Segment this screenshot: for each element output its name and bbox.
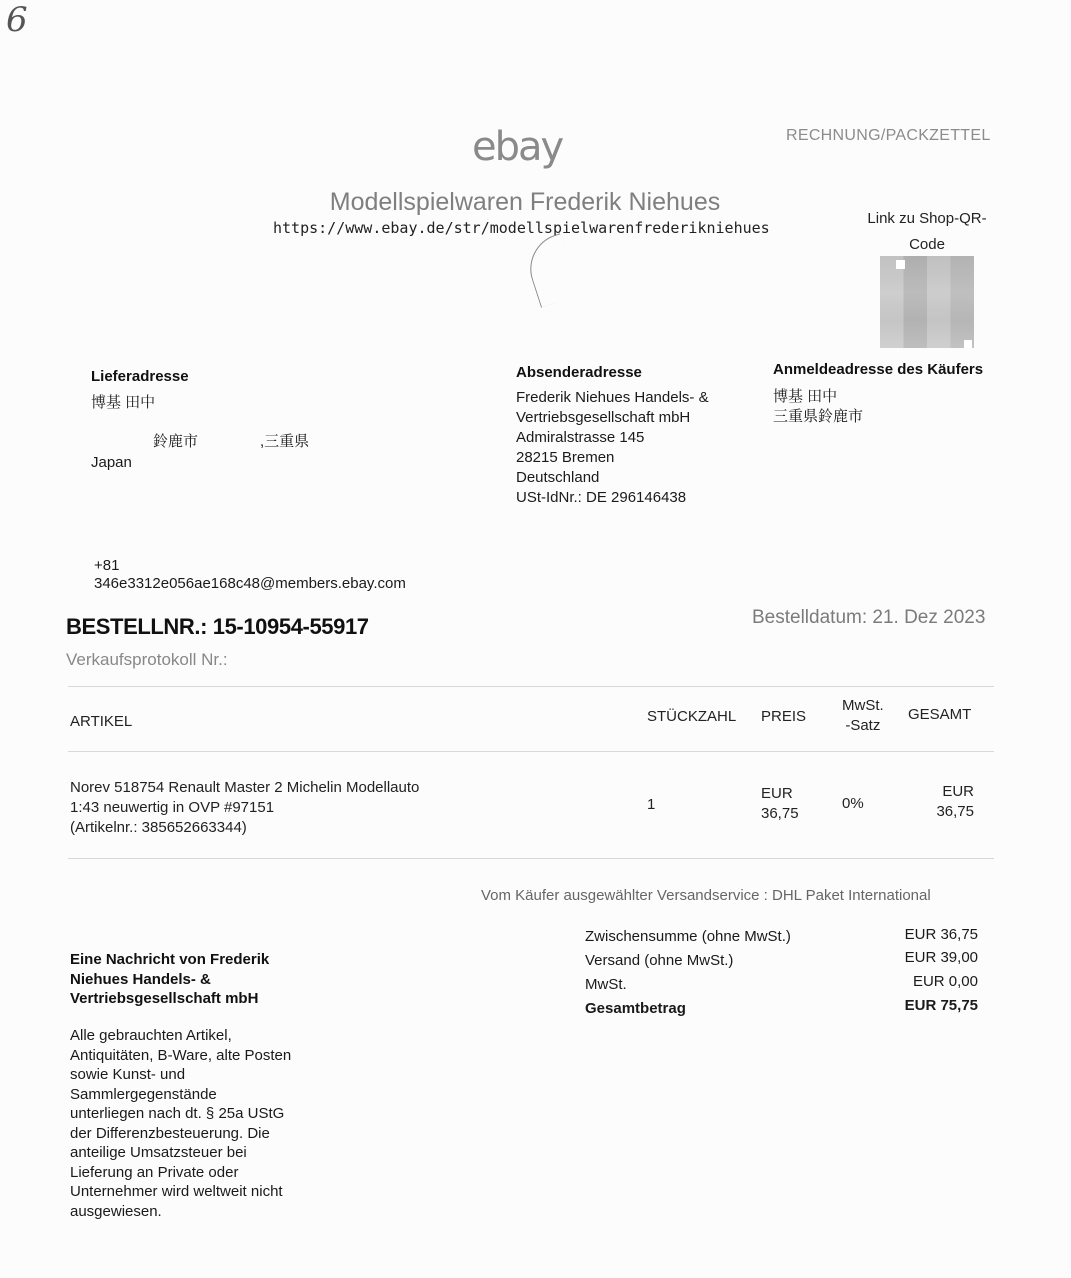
document-type-label: RECHNUNG/PACKZETTEL — [786, 127, 991, 144]
article-title-line: Norev 518754 Renault Master 2 Michelin Modellauto — [70, 779, 420, 796]
table-row-article — [70, 778, 419, 838]
message-title-line: Vertriebsgesellschaft mbH — [70, 990, 259, 1007]
message-line: der Differenzbesteuerung. Die — [70, 1124, 270, 1142]
message-line: Sammlergegenstände — [70, 1085, 217, 1103]
total-currency: EUR — [942, 783, 974, 800]
shop-name: Modellspielwaren Frederik Niehues — [329, 188, 721, 216]
table-row-price — [761, 784, 799, 824]
handwritten-page-number: 6 — [6, 0, 28, 40]
pen-stroke — [521, 233, 580, 307]
qr-code-image[interactable] — [880, 256, 974, 348]
price-currency: EUR — [761, 785, 793, 802]
message-title-line: Eine Nachricht von Frederik — [70, 951, 270, 968]
message-line: Unternehmer wird weltweit nicht — [70, 1183, 283, 1200]
message-line: unterliegen nach dt. § 25a UStG — [70, 1105, 285, 1122]
message-line: ausgewiesen. — [70, 1202, 162, 1220]
subtotal-label: Zwischensumme (ohne MwSt.) — [585, 928, 791, 945]
delivery-address-label: Lieferadresse — [91, 368, 189, 385]
delivery-prefecture: ,三重県 — [260, 433, 310, 450]
sender-address-label: Absenderadresse — [516, 364, 642, 381]
ebay-logo: ebay — [472, 124, 563, 170]
grand-total-label: Gesamtbetrag — [585, 1000, 686, 1017]
buyer-address-block — [773, 387, 863, 427]
divider — [68, 858, 994, 859]
shop-url-link[interactable]: https://www.ebay.de/str/modellspielwarenfrederikniehues — [273, 219, 770, 237]
seller-message-body — [70, 1026, 330, 1221]
column-header-quantity: STÜCKZAHL — [647, 708, 737, 725]
shipping-cost-label: Versand (ohne MwSt.) — [585, 952, 734, 969]
delivery-phone: +81 — [94, 557, 120, 574]
price-value: 36,75 — [761, 805, 799, 822]
table-row-total — [928, 782, 974, 822]
column-header-total: GESAMT — [908, 706, 972, 723]
sender-address-line: Vertriebsgesellschaft mbH — [516, 409, 691, 426]
buyer-address-line: 三重県鈴鹿市 — [773, 408, 864, 425]
delivery-email: 346e3312e056ae168c48@members.ebay.com — [94, 575, 406, 592]
shipping-cost-value: EUR 39,00 — [904, 949, 978, 966]
message-line: Lieferung an Private oder — [70, 1163, 239, 1181]
grand-total-value: EUR 75,75 — [904, 997, 978, 1014]
message-line: Alle gebrauchten Artikel, — [70, 1027, 232, 1044]
total-value: 36,75 — [936, 803, 974, 820]
sender-address-line: Admiralstrasse 145 — [516, 429, 645, 446]
column-header-vat-rate — [842, 696, 884, 736]
buyer-address-label: Anmeldeadresse des Käufers — [773, 361, 984, 378]
article-title-line: 1:43 neuwertig in OVP #97151 — [70, 799, 275, 816]
vat-value: EUR 0,00 — [912, 973, 978, 990]
shipping-service: Vom Käufer ausgewählter Versandservice : DHL Paket International — [481, 887, 931, 904]
order-date: Bestelldatum: 21. Dez 2023 — [752, 607, 986, 628]
divider — [68, 751, 994, 752]
divider — [68, 686, 994, 687]
qr-finder-mark — [964, 340, 972, 348]
seller-message-title — [70, 950, 330, 1009]
column-header-vat-line: MwSt. — [842, 697, 884, 714]
delivery-city: 鈴鹿市 — [153, 433, 199, 450]
delivery-country: Japan — [91, 454, 132, 471]
sender-vat-id: USt-IdNr.: DE 296146438 — [516, 489, 687, 506]
sender-address-line: Frederik Niehues Handels- & — [516, 389, 709, 406]
order-number: BESTELLNR.: 15-10954-55917 — [66, 614, 369, 639]
qr-finder-mark — [896, 260, 905, 269]
table-row-quantity: 1 — [647, 796, 656, 813]
sender-address-block — [516, 388, 709, 508]
message-title-line: Niehues Handels- & — [70, 970, 211, 988]
message-line: Antiquitäten, B-Ware, alte Posten — [70, 1046, 292, 1064]
vat-label: MwSt. — [585, 976, 627, 993]
table-row-vat-rate: 0% — [842, 795, 864, 812]
sales-protocol-number: Verkaufsprotokoll Nr.: — [66, 650, 228, 669]
subtotal-value: EUR 36,75 — [904, 926, 978, 943]
buyer-name: 博基 田中 — [773, 388, 838, 405]
column-header-article: ARTIKEL — [70, 713, 133, 730]
sender-address-line: 28215 Bremen — [516, 449, 615, 466]
qr-code-label: Link zu Shop-QR-Code — [867, 210, 987, 253]
column-header-price: PREIS — [761, 708, 807, 725]
delivery-name: 博基 田中 — [91, 394, 156, 411]
sender-address-line: Deutschland — [516, 469, 600, 486]
article-number: (Artikelnr.: 385652663344) — [70, 819, 247, 836]
column-header-vat-line: -Satz — [845, 717, 881, 734]
message-line: sowie Kunst- und — [70, 1066, 186, 1083]
message-line: anteilige Umsatzsteuer bei — [70, 1144, 247, 1161]
